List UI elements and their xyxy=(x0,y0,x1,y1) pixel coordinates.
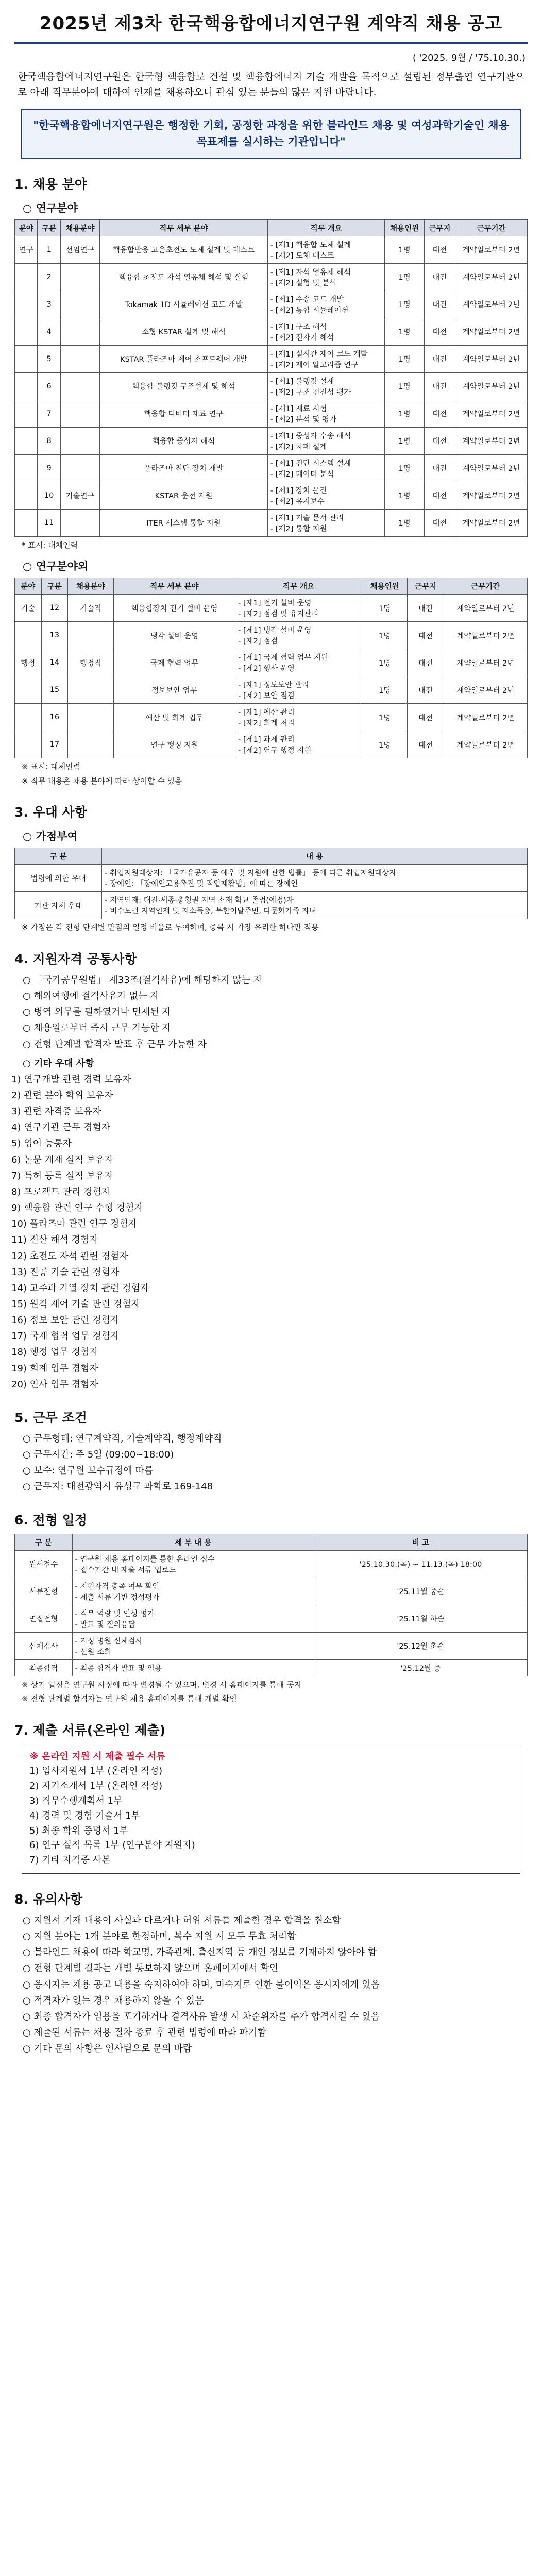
extra-preference-title: ○ 기타 우대 사항 xyxy=(23,1058,94,1069)
schedule-notes xyxy=(0,1679,542,1705)
table-header-cell: 세 부 내 용 xyxy=(72,1534,314,1550)
table-cell: 16 xyxy=(41,704,68,731)
table-cell: 1명 xyxy=(385,318,424,345)
table-cell: 1명 xyxy=(385,509,424,536)
table-cell: 행정 xyxy=(15,649,42,676)
table-cell: 1 xyxy=(38,236,60,263)
table-header-cell: 분야 xyxy=(15,578,42,595)
condition-item: ○ 근무지: 대전광역시 유성구 과학로 169-148 xyxy=(23,1481,213,1493)
intro-text: 한국핵융합에너지연구원은 한국형 핵융합로 건설 및 핵융합에너지 기술 개발을 목적으로 설립된 정부출연 연구기관으로 아래 직무분야에 대하여 인재를 채용하오니 관심 있는 분들의 많은 지원 바랍니다. xyxy=(18,71,524,98)
document-item: 6) 연구 실적 목록 1부 (연구분야 지원자) xyxy=(29,1840,195,1851)
table-row xyxy=(15,1659,528,1676)
table-cell: 계약일로부터 2년 xyxy=(444,595,527,622)
table-cell: '25.11월 하순 xyxy=(314,1605,528,1632)
table-row xyxy=(15,236,528,263)
condition-item: ○ 근무형태: 연구계약직, 기술계약직, 행정계약직 xyxy=(23,1433,222,1444)
table-cell: 국제 협력 업무 xyxy=(113,649,235,676)
table-cell xyxy=(15,345,38,372)
document-item: 5) 최종 학위 증명서 1부 xyxy=(29,1825,128,1836)
caution-item: ○ 전형 단계별 결과는 개별 통보하지 않으며 홈페이지에서 확인 xyxy=(23,1963,279,1974)
table-cell: 기술직 xyxy=(68,595,114,622)
table-cell xyxy=(15,509,38,536)
section-title-preference: 3. 우대 사항 xyxy=(14,805,87,820)
table-cell: 대전 xyxy=(408,622,444,649)
table-cell: 연구 행정 지원 xyxy=(113,731,235,758)
table-row xyxy=(15,263,528,291)
subsection-bonus: ○ 가점부여 xyxy=(23,830,78,843)
table-cell: 10 xyxy=(38,482,60,509)
table-cell: 핵융합 중성자 해석 xyxy=(100,427,268,454)
table-cell xyxy=(15,454,38,482)
table-cell: 1명 xyxy=(362,676,408,704)
table-header-cell: 직무 개요 xyxy=(267,219,385,236)
conditions-list xyxy=(0,1431,542,1495)
table-cell xyxy=(15,400,38,427)
documents-list xyxy=(29,1764,513,1868)
table-cell: 대전 xyxy=(424,345,455,372)
section-title-cautions: 8. 유의사항 xyxy=(14,1891,83,1907)
extra-preference-item: 9) 핵융합 관련 연구 수행 경험자 xyxy=(11,1202,143,1214)
schedule-table xyxy=(14,1534,528,1676)
table-cell: KSTAR 운전 지원 xyxy=(100,482,268,509)
table-cell: 1명 xyxy=(385,236,424,263)
table-cell: 1명 xyxy=(385,263,424,291)
table-cell: 계약일로부터 2년 xyxy=(444,622,527,649)
table-cell: 11 xyxy=(38,509,60,536)
notice-date: ( '2025. 9월 / '75.10.30.) xyxy=(412,53,526,63)
table-cell: 최종합격 xyxy=(15,1659,73,1676)
research-field-table xyxy=(14,219,528,537)
table-header-cell: 구 분 xyxy=(15,1534,73,1550)
table-cell: 14 xyxy=(41,649,68,676)
extra-preference-item: 3) 관련 자격증 보유자 xyxy=(11,1106,101,1117)
table-cell xyxy=(60,509,99,536)
table-header-cell: 구분 xyxy=(38,219,60,236)
table-cell: 대전 xyxy=(424,454,455,482)
table-cell: 서류전형 xyxy=(15,1578,73,1605)
schedule-note: ※ 전형 단계별 합격자는 연구원 채용 홈페이지를 통해 개별 확인 xyxy=(22,1694,237,1704)
table-cell: '25.11월 중순 xyxy=(314,1578,528,1605)
table-cell: - [제1] 재료 시험 - [제2] 분석 및 평가 xyxy=(267,400,385,427)
table-cell: - 최종 합격자 발표 및 임용 xyxy=(72,1659,314,1676)
extra-preference-item: 8) 프로젝트 관리 경험자 xyxy=(11,1186,111,1197)
table-cell: 대전 xyxy=(424,509,455,536)
table-cell: - [제1] 국제 협력 업무 지원 - [제2] 행사 운영 xyxy=(235,649,362,676)
table-cell: 대전 xyxy=(424,263,455,291)
table-cell: 대전 xyxy=(424,318,455,345)
table-cell: 9 xyxy=(38,454,60,482)
table-cell: - [제1] 실시간 제어 코드 개발 - [제2] 제어 알고리즘 연구 xyxy=(267,345,385,372)
table-cell xyxy=(15,622,42,649)
extra-preference-item: 18) 행정 업무 경험자 xyxy=(11,1347,98,1358)
table-cell: - [제1] 자석 열유체 해석 - [제2] 실험 및 분석 xyxy=(267,263,385,291)
table-cell: 8 xyxy=(38,427,60,454)
table-cell: - [제1] 예산 관리 - [제2] 회계 처리 xyxy=(235,704,362,731)
table-cell: - [제1] 전기 설비 운영 - [제2] 점검 및 유지관리 xyxy=(235,595,362,622)
table2-note2: ※ 직무 내용은 채용 분야에 따라 상이할 수 있음 xyxy=(22,776,182,786)
table-cell: - 지원자격 충족 여부 확인 - 제출 서류 기반 정성평가 xyxy=(72,1578,314,1605)
table-cell: 대전 xyxy=(408,649,444,676)
table-cell: - [제1] 중성자 수송 해석 - [제2] 차폐 설계 xyxy=(267,427,385,454)
extra-preference-item: 4) 연구기관 근무 경험자 xyxy=(11,1122,111,1133)
table-cell: 선임연구 xyxy=(60,236,99,263)
table-cell xyxy=(15,676,42,704)
table-cell: 1명 xyxy=(385,345,424,372)
table-cell xyxy=(60,454,99,482)
table-header-cell: 근무지 xyxy=(408,578,444,595)
extra-preference-item: 1) 연구개발 관련 경력 보유자 xyxy=(11,1074,131,1085)
extra-preference-list xyxy=(0,1072,542,1392)
table-header-cell: 구 분 xyxy=(15,848,102,865)
table-row xyxy=(15,1632,528,1659)
caution-item: ○ 기타 문의 사항은 인사팀으로 문의 바람 xyxy=(23,2043,192,2055)
table-cell xyxy=(68,704,114,731)
table-cell: 계약일로부터 2년 xyxy=(444,731,527,758)
table-row xyxy=(15,865,528,892)
table-cell: 대전 xyxy=(424,482,455,509)
table-cell xyxy=(15,263,38,291)
table-cell xyxy=(15,318,38,345)
table-cell xyxy=(60,427,99,454)
section-title-conditions: 5. 근무 조건 xyxy=(14,1410,87,1425)
table-row xyxy=(15,649,528,676)
table-cell: 소형 KSTAR 설계 및 해석 xyxy=(100,318,268,345)
documents-box xyxy=(22,1744,520,1874)
extra-preference-item: 20) 인사 업무 경험자 xyxy=(11,1379,98,1390)
table-cell: 대전 xyxy=(424,236,455,263)
extra-preference-item: 13) 진공 기술 관련 경험자 xyxy=(11,1266,120,1278)
table-cell: 신체검사 xyxy=(15,1632,73,1659)
table-cell: '25.12월 중 xyxy=(314,1659,528,1676)
extra-preference-item: 19) 회계 업무 경험자 xyxy=(11,1363,98,1374)
table-row xyxy=(15,454,528,482)
table-row xyxy=(15,291,528,318)
section-title-qualification: 4. 지원자격 공통사항 xyxy=(14,951,137,967)
table-cell: 면접전형 xyxy=(15,1605,73,1632)
table-header-cell: 직무 세부 분야 xyxy=(100,219,268,236)
table-row xyxy=(15,1605,528,1632)
table-cell: - 연구원 채용 홈페이지를 통한 온라인 접수 - 접수기간 내 제출 서류 업로드 xyxy=(72,1550,314,1578)
extra-preference-item: 7) 특허 등록 실적 보유자 xyxy=(11,1170,113,1181)
table-header-cell: 채용인원 xyxy=(362,578,408,595)
table-cell: - [제1] 핵융합 도체 설계 - [제2] 도체 테스트 xyxy=(267,236,385,263)
table-cell: 1명 xyxy=(385,400,424,427)
table-cell: 1명 xyxy=(362,595,408,622)
table-cell: - [제1] 냉각 설비 운영 - [제2] 점검 xyxy=(235,622,362,649)
table-cell: 계약일로부터 2년 xyxy=(455,427,528,454)
extra-preference-item: 11) 전산 해석 경험자 xyxy=(11,1234,98,1246)
table-header-cell: 채용분야 xyxy=(60,219,99,236)
table-cell xyxy=(68,676,114,704)
table-cell: - [제1] 진단 시스템 설계 - [제2] 데이터 분석 xyxy=(267,454,385,482)
table-row xyxy=(15,704,528,731)
page-title: 2025년 제3차 한국핵융합에너지연구원 계약직 채용 공고 xyxy=(14,9,528,44)
table-cell: 1명 xyxy=(362,704,408,731)
table-cell: 15 xyxy=(41,676,68,704)
table-cell: 대전 xyxy=(424,372,455,400)
table-row xyxy=(15,1550,528,1578)
table-cell: 대전 xyxy=(408,676,444,704)
document-item: 1) 입사지원서 1부 (온라인 작성) xyxy=(29,1766,163,1777)
table-row xyxy=(15,595,528,622)
table-cell: 핵융합 디버터 재료 연구 xyxy=(100,400,268,427)
table-header-cell: 내 용 xyxy=(102,848,528,865)
table-row xyxy=(15,676,528,704)
table-header-cell: 채용인원 xyxy=(385,219,424,236)
table-cell xyxy=(15,291,38,318)
caution-item: ○ 지원서 기재 내용이 사실과 다르거나 허위 서류를 제출한 경우 합격을 취소함 xyxy=(23,1914,341,1926)
table-header-cell: 근무지 xyxy=(424,219,455,236)
table-cell: - [제1] 장치 운전 - [제2] 유지보수 xyxy=(267,482,385,509)
section-title-documents: 7. 제출 서류(온라인 제출) xyxy=(14,1722,166,1738)
table-cell: 7 xyxy=(38,400,60,427)
caution-item: ○ 최종 합격자가 임용을 포기하거나 결격사유 발생 시 차순위자를 추가 합격시킬 수 있음 xyxy=(23,2011,380,2022)
qualification-list xyxy=(0,973,542,1052)
table-cell xyxy=(60,291,99,318)
extra-preference-item: 5) 영어 능통자 xyxy=(11,1138,72,1149)
table-cell: - 직무 역량 및 인성 평가 - 발표 및 질의응답 xyxy=(72,1605,314,1632)
extra-preference-item: 6) 논문 게재 실적 보유자 xyxy=(11,1154,113,1165)
extra-preference-item: 2) 관련 분야 학위 보유자 xyxy=(11,1090,113,1101)
table-header-cell: 채용분야 xyxy=(68,578,114,595)
table-cell: 12 xyxy=(41,595,68,622)
table-cell: 1명 xyxy=(385,482,424,509)
table-cell: 핵융합반응 고온초전도 도체 설계 및 테스트 xyxy=(100,236,268,263)
table-cell: 계약일로부터 2년 xyxy=(444,704,527,731)
table-cell: 계약일로부터 2년 xyxy=(455,318,528,345)
nonresearch-field-table xyxy=(14,578,528,758)
table-cell xyxy=(15,372,38,400)
table-cell: 4 xyxy=(38,318,60,345)
table-cell: 정보보안 업무 xyxy=(113,676,235,704)
table-cell: 1명 xyxy=(385,291,424,318)
table-cell xyxy=(60,372,99,400)
table-cell: 계약일로부터 2년 xyxy=(455,263,528,291)
table-cell xyxy=(68,622,114,649)
table-cell: 6 xyxy=(38,372,60,400)
table-cell: 1명 xyxy=(385,372,424,400)
table-cell: 대전 xyxy=(408,731,444,758)
table-cell: 기관 자체 우대 xyxy=(15,892,102,919)
table-cell: - 지정 병원 신체검사 - 신원 조회 xyxy=(72,1632,314,1659)
document-item: 4) 경력 및 경험 기술서 1부 xyxy=(29,1810,141,1821)
table-cell: 계약일로부터 2년 xyxy=(444,676,527,704)
table-header-cell: 근무기간 xyxy=(444,578,527,595)
table-cell: 계약일로부터 2년 xyxy=(455,454,528,482)
document-item: 7) 기타 자격증 사본 xyxy=(29,1855,111,1866)
extra-preference-item: 10) 플라즈마 관련 연구 경험자 xyxy=(11,1218,138,1230)
table-row xyxy=(15,731,528,758)
table-row xyxy=(15,1578,528,1605)
table-row xyxy=(15,482,528,509)
table-cell: 계약일로부터 2년 xyxy=(455,400,528,427)
table-cell: 예산 및 회계 업무 xyxy=(113,704,235,731)
table-cell xyxy=(68,731,114,758)
table-row xyxy=(15,892,528,919)
table-cell: 계약일로부터 2년 xyxy=(455,345,528,372)
table-cell: 플라즈마 진단 장치 개발 xyxy=(100,454,268,482)
qualification-item: ○ 전형 단계별 합격자 발표 후 근무 가능한 자 xyxy=(23,1039,207,1050)
document-item: 3) 직무수행계획서 1부 xyxy=(29,1795,123,1806)
extra-preference-item: 16) 정보 보안 관련 경험자 xyxy=(11,1315,120,1326)
title-area xyxy=(0,0,542,64)
table-cell: 대전 xyxy=(408,704,444,731)
table-row xyxy=(15,509,528,536)
table-cell: 3 xyxy=(38,291,60,318)
table2-note1: ※ 표시: 대체인력 xyxy=(22,762,81,772)
qualification-item: ○ 해외여행에 결격사유가 없는 자 xyxy=(23,991,159,1002)
condition-item: ○ 보수: 연구원 보수규정에 따름 xyxy=(23,1465,154,1477)
table-row xyxy=(15,318,528,345)
table-row xyxy=(15,427,528,454)
table-cell: 핵융합 블랭킷 구조설계 및 해석 xyxy=(100,372,268,400)
subsection-research: ○ 연구분야 xyxy=(23,201,78,214)
table-row xyxy=(15,345,528,372)
caution-item: ○ 적격자가 없는 경우 채용하지 않을 수 있음 xyxy=(23,1995,204,2006)
table-cell: 대전 xyxy=(424,427,455,454)
table-cell: 대전 xyxy=(408,595,444,622)
qualification-item: ○ 채용일로부터 즉시 근무 가능한 자 xyxy=(23,1023,171,1034)
table-cell: 핵융합장치 전기 설비 운영 xyxy=(113,595,235,622)
table-cell: 1명 xyxy=(362,731,408,758)
table-cell: 계약일로부터 2년 xyxy=(455,509,528,536)
extra-preference-item: 12) 초전도 자석 관련 경험자 xyxy=(11,1250,128,1262)
table3-note: ※ 가점은 각 전형 단계별 만점의 일정 비율로 부여하며, 중복 시 가장 유리한 하나만 적용 xyxy=(22,923,319,933)
extra-preference-item: 15) 원격 제어 기술 관련 경험자 xyxy=(11,1299,140,1310)
table-cell xyxy=(15,731,42,758)
table-cell: ITER 시스템 통합 지원 xyxy=(100,509,268,536)
table-cell: 1명 xyxy=(385,427,424,454)
table-cell xyxy=(15,704,42,731)
table-cell xyxy=(15,482,38,509)
table-cell: - [제1] 구조 해석 - [제2] 전자기 해석 xyxy=(267,318,385,345)
table-row xyxy=(15,372,528,400)
blind-hiring-banner: "한국핵융합에너지연구원은 행정한 기회, 공정한 과정을 위한 블라인드 채용 및 여성과학기술인 채용목표제를 실시하는 기관입니다" xyxy=(21,109,521,159)
table-cell: - [제1] 기술 문서 관리 - [제2] 통합 지원 xyxy=(267,509,385,536)
table-cell: 17 xyxy=(41,731,68,758)
caution-item: ○ 제출된 서류는 채용 절차 종료 후 관련 법령에 따라 파기함 xyxy=(23,2027,266,2039)
table-cell: 대전 xyxy=(424,400,455,427)
table-cell xyxy=(60,400,99,427)
section-title-schedule: 6. 전형 일정 xyxy=(14,1512,87,1528)
table-cell: '25.12월 초순 xyxy=(314,1632,528,1659)
condition-item: ○ 근무시간: 주 5일 (09:00~18:00) xyxy=(23,1449,174,1461)
extra-preference-item: 17) 국제 협력 업무 경험자 xyxy=(11,1331,120,1342)
table-cell: 계약일로부터 2년 xyxy=(455,236,528,263)
table-header-cell: 직무 세부 분야 xyxy=(113,578,235,595)
table-cell: 1명 xyxy=(362,649,408,676)
table-cell: - 지역인재: 대전·세종·충청권 지역 소재 학교 졸업(예정)자 - 비수도권 지역인재 및 저소득층, 북한이탈주민, 다문화가족 자녀 xyxy=(102,892,528,919)
extra-preference-item: 14) 고주파 가열 장치 관련 경험자 xyxy=(11,1282,149,1294)
table-cell: 핵융합 초전도 자석 열유체 해석 및 실험 xyxy=(100,263,268,291)
table-cell: Tokamak 1D 시뮬레이션 코드 개발 xyxy=(100,291,268,318)
schedule-note: ※ 상기 일정은 연구원 사정에 따라 변경될 수 있으며, 변경 시 홈페이지를 통해 공지 xyxy=(22,1680,302,1689)
table-cell: 1명 xyxy=(362,622,408,649)
table-cell: 계약일로부터 2년 xyxy=(455,291,528,318)
preference-table xyxy=(14,848,528,919)
table-cell xyxy=(15,427,38,454)
qualification-item: ○ 병역 의무를 필하였거나 면제된 자 xyxy=(23,1007,171,1018)
documents-box-title: ※ 온라인 지원 시 제출 필수 서류 xyxy=(29,1751,165,1762)
table-cell: 원서접수 xyxy=(15,1550,73,1578)
table-cell: 계약일로부터 2년 xyxy=(444,649,527,676)
table-cell: 기술연구 xyxy=(60,482,99,509)
qualification-item: ○ 「국가공무원법」 제33조(결격사유)에 해당하지 않는 자 xyxy=(23,974,263,986)
table-cell xyxy=(60,263,99,291)
table-cell: 행정직 xyxy=(68,649,114,676)
table-cell xyxy=(60,345,99,372)
table-cell: 13 xyxy=(41,622,68,649)
table-cell: 연구 xyxy=(15,236,38,263)
table-header-cell: 분야 xyxy=(15,219,38,236)
table-cell: - 취업지원대상자: 「국가유공자 등 예우 및 지원에 관한 법률」 등에 따른 취업지원대상자 - 장애인: 「장애인고용촉진 및 직업재활법」에 따른 장애인 xyxy=(102,865,528,892)
table-row xyxy=(15,622,528,649)
table-cell: - [제1] 정보보안 관리 - [제2] 보안 점검 xyxy=(235,676,362,704)
caution-item: ○ 지원 분야는 1개 분야로 한정하며, 복수 지원 시 모두 무효 처리함 xyxy=(23,1931,296,1942)
table-cell: 대전 xyxy=(424,291,455,318)
table-row xyxy=(15,400,528,427)
table-cell: '25.10.30.(목) ~ 11.13.(목) 18:00 xyxy=(314,1550,528,1578)
table-cell: - [제1] 수송 코드 개발 - [제2] 통합 시뮬레이션 xyxy=(267,291,385,318)
table-cell xyxy=(60,318,99,345)
table-cell: - [제1] 과제 관리 - [제2] 연구 행정 지원 xyxy=(235,731,362,758)
table-cell: 법령에 의한 우대 xyxy=(15,865,102,892)
table-header-cell: 구분 xyxy=(41,578,68,595)
table-cell: KSTAR 플라즈마 제어 소프트웨어 개발 xyxy=(100,345,268,372)
cautions-list xyxy=(0,1913,542,2056)
document-item: 2) 자기소개서 1부 (온라인 작성) xyxy=(29,1781,163,1792)
table-header-cell: 직무 개요 xyxy=(235,578,362,595)
section-title-recruit: 1. 채용 분야 xyxy=(14,176,87,192)
caution-item: ○ 블라인드 채용에 따라 학교명, 가족관계, 출신지역 등 개인 정보를 기재하지 않아야 함 xyxy=(23,1947,377,1958)
table-cell: 냉각 설비 운영 xyxy=(113,622,235,649)
table-cell: 5 xyxy=(38,345,60,372)
caution-item: ○ 응시자는 채용 공고 내용을 숙지하여야 하며, 미숙지로 인한 불이익은 응시자에게 있음 xyxy=(23,1979,380,1990)
table-cell: 계약일로부터 2년 xyxy=(455,372,528,400)
table-cell: 1명 xyxy=(385,454,424,482)
table-cell: 기술 xyxy=(15,595,42,622)
table1-note: * 표시: 대체인력 xyxy=(22,540,78,550)
table-cell: 계약일로부터 2년 xyxy=(455,482,528,509)
subsection-nonresearch: ○ 연구분야외 xyxy=(23,560,89,573)
table-header-cell: 근무기간 xyxy=(455,219,528,236)
table-cell: 2 xyxy=(38,263,60,291)
table-cell: - [제1] 블랭킷 설계 - [제2] 구조 건전성 평가 xyxy=(267,372,385,400)
table-header-cell: 비 고 xyxy=(314,1534,528,1550)
